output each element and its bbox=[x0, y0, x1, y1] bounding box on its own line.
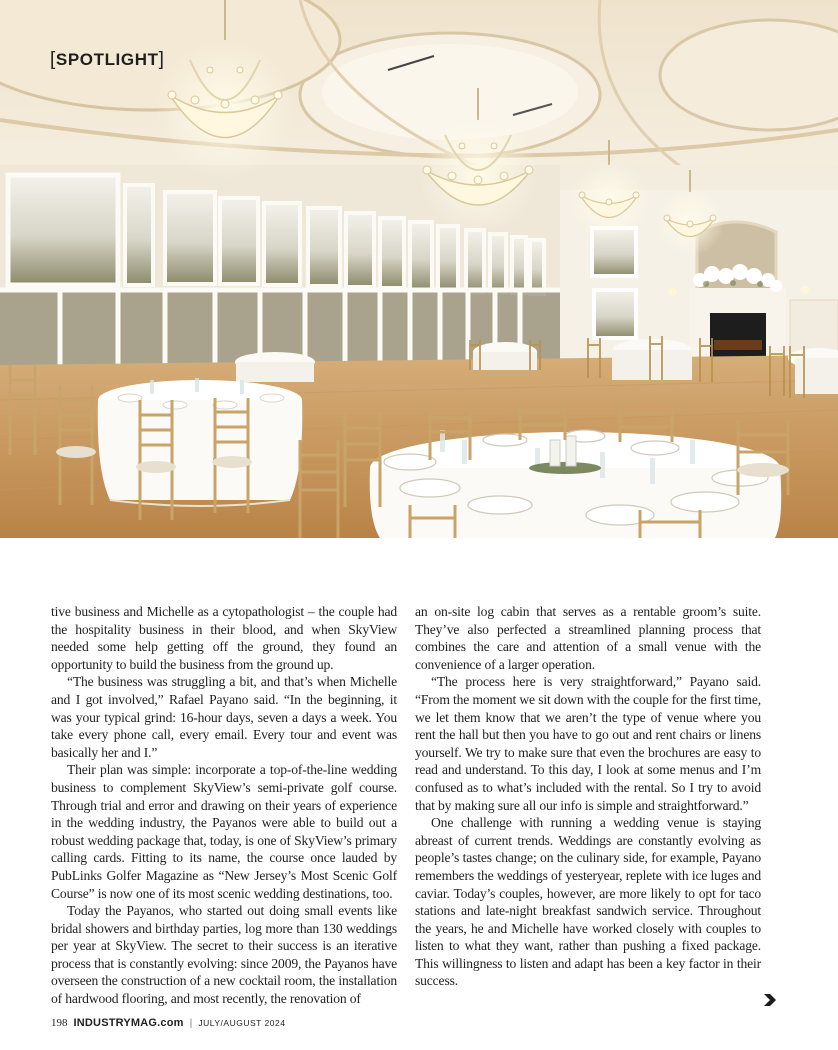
article-column-right bbox=[415, 603, 761, 990]
article-column-left bbox=[51, 603, 397, 1008]
footer-separator: | bbox=[189, 1017, 193, 1029]
article-paragraph: One challenge with running a wedding venue is staying abreast of current trends. Weddings are constantly evolving as people’s tastes change; on the culinary side, for example, Payano remembers the weddings of yesteryear, replete with ice luges and caviar. Today’s couples, however, are more likely to opt for taco stations and late-night breakfast sandwich service. Throughout the years, he and Michelle have worked closely with couples to listen to what they want, rather than pushing a fixed package. This willingness to listen and adapt has been a key factor in their success. bbox=[415, 815, 761, 989]
page-footer bbox=[51, 1017, 285, 1029]
fireplace bbox=[710, 313, 766, 357]
article-paragraph: an on-site log cabin that serves as a rentable groom’s suite. They’ve also perfected a streamlined planning process that combines the care and attention of a small venue with the convenience of a larger operation. bbox=[415, 604, 761, 672]
article-paragraph: “The business was struggling a bit, and that’s when Michelle and I got involved,” Rafael Payano said. “In the beginning, it was your typical grind: 16-hour days, seven a days a week. You take every phone call, every email. Every tour and event was basically her and I.” bbox=[51, 674, 397, 760]
chevron-right-icon bbox=[763, 993, 777, 1007]
article-paragraph: Their plan was simple: incorporate a top-of-the-line wedding business to complement SkyView’s semi-private golf course. Through trial and error and drawing on their years of experience in the wedding industry, the Payanos were able to build out a robust wedding package that, today, is one of SkyView’s primary calling cards. Fitting to its name, the course once lauded by PubLinks Golfer Magazine as “New Jersey’s Most Scenic Golf Course” is now one of its most scenic wedding destinations, too. bbox=[51, 762, 397, 901]
site-name[interactable]: INDUSTRYMAG.com bbox=[73, 1017, 184, 1029]
issue-date: JULY/AUGUST 2024 bbox=[198, 1018, 286, 1028]
article-paragraph: tive business and Michelle as a cytopathologist – the couple had the hospitality business in their blood, and when SkyView needed some help getting off the ground, they found an opportunity to build the business from the ground up. bbox=[51, 604, 397, 672]
article-paragraph: “The process here is very straightforward,” Payano said. “From the moment we sit down with the couple for the first time, we let them know that we aren’t the type of venue where you rent the hall but then you have to go out and rent chairs or linens yourself. We try to make sure that even the brochures are easy to read and understand. To this day, I look at some menus and I’m confused as to what’s included with the rental. So I try to avoid that by making sure all our info is simple and straightforward.” bbox=[415, 674, 761, 813]
page-number: 198 bbox=[51, 1017, 68, 1029]
section-label: [SPOTLIGHT] bbox=[50, 49, 165, 70]
left-round-table bbox=[98, 378, 303, 506]
article-paragraph: Today the Payanos, who started out doing small events like bridal showers and birthday parties, log more than 130 weddings per year at SkyView. The secret to their success is an iterative process that is constantly evolving: since 2009, the Payanos have overseen the construction of a new cocktail room, the installation of hardwood flooring, and most recently, the renovation of bbox=[51, 903, 397, 1007]
